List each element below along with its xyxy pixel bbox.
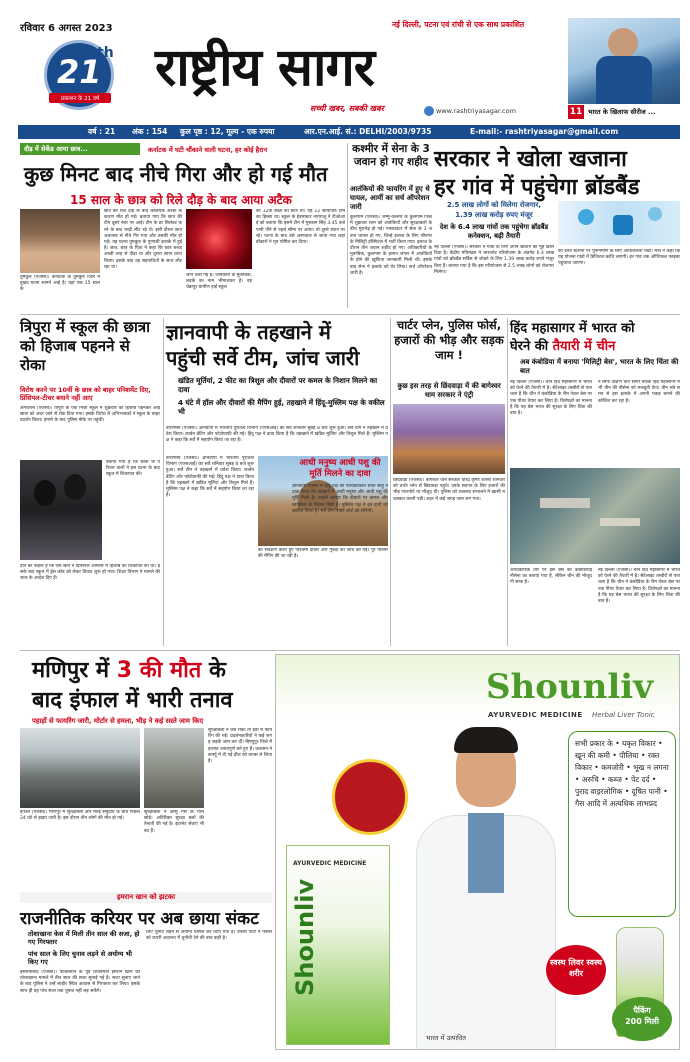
- issue-number: अंक : 154: [132, 127, 168, 136]
- body-left: नई दिल्ली (एजेंसी)। चीन हिंद महासागर में भारत को घेरने की तैयारी में है। सैटेलाइट तस्वीरों से पता चला है कि चीन ने कंबोडिया के रीम नेवल बेस पर एक पीयर तैयार कर लिया है। विशेषज्ञों का मानना है कि यह बेस भारत की सुरक्षा के लिए चिंता की बात है।: [510, 380, 592, 417]
- headline: चार्टर प्लेन, पुलिस फोर्स, हजारों की भीड़ और सड़क जाम !: [394, 318, 504, 362]
- headline: राजनीतिक करियर पर अब छाया संकट: [20, 909, 259, 929]
- kicker-right: कर्नाटक में घटी चौंकाने वाली घटना, हर कोई हैरान: [148, 146, 268, 154]
- subhead-2: 1.39 लाख करोड़ रुपए मंजूर: [455, 211, 533, 219]
- headline-highlight: तैयारी में चीन: [552, 339, 616, 354]
- broadband-illustration: [558, 201, 680, 245]
- heart-graphic: [186, 209, 252, 269]
- anniversary-tag: प्रकाशन के 21 वर्ष: [49, 93, 111, 103]
- subhead: 15 साल के छात्र को रिले दौड़ के बाद आया अटैक: [70, 193, 292, 207]
- date-label: रविवार 6 अगस्त 2023: [20, 23, 113, 34]
- pack-label: पैकिंग: [633, 1006, 651, 1015]
- bullet-2: पांच साल के लिए चुनाव लड़ने से अयोग्य भी किए गए: [28, 950, 132, 966]
- hijab-photo: [20, 460, 102, 560]
- masthead: [0, 0, 690, 124]
- headline-line-2: हर गांव में पहुंचेगा ब्रॉडबैंड: [434, 175, 640, 200]
- body-right: लिए चुनाव लड़ने से अयोग्य घोषित कर दिया गया है। उनकी पार्टी ने फैसले को ऊपरी अदालत में चुनौती देने की बात कही है।: [146, 930, 272, 942]
- email-address[interactable]: E-mail:- rashtriyasagar@gmail.com: [470, 127, 619, 136]
- kicker: इमरान खान को झटका: [20, 892, 272, 903]
- anniversary-suffix: th: [97, 45, 114, 61]
- headline-line-2: पहुंची सर्वे टीम, जांच जारी: [166, 346, 360, 370]
- body-narrow: वाराणसी (एजेंसी)। ज्ञानवापी में भारतीय पुरातत्व विभाग (एएसआई) का सर्वे शनिवार सुबह 8 बजे शुरू हुआ। सर्वे टीम ने तहखाने में प्रवेश किया। कार्बन डेटिंग और फोटोग्राफी की गई। हिंदू पक्ष ने दावा किया है कि तहखाने में खंडित मूर्तियां और त्रिशूल मिले हैं। मुस्लिम पक्ष ने कहा कि सर्वे में सहयोग किया जा रहा है।: [166, 456, 254, 499]
- heart-caption: जान चली गई है। जानकारी के मुताबिक, लड़के का नाम भीमाशंकर है। वह चेन्नापुर ग्रामीण हाई स्कूल: [186, 273, 252, 291]
- photo-caption: आधिकारिक तौर पर इस बेस को कंबोडियाई नौसेना का बताया गया है, लेकिन चीन की मौजूदगी साफ है।: [510, 568, 592, 586]
- tagline: सच्ची खबर, सबकी खबर: [310, 104, 384, 113]
- subhead-1: 2.5 लाख लोगों को मिलेगा रोजगार,: [446, 201, 542, 209]
- ad-liver-circle: [332, 759, 408, 835]
- headline-part-2: के: [201, 658, 226, 683]
- ad-pack-badge: [612, 997, 672, 1041]
- ad-product-box: [286, 845, 390, 1045]
- headline: त्रिपुरा में स्कूल की छात्रा को हिजाब पहनने से रोका: [20, 318, 151, 374]
- bullet: अब कंबोडिया में बनाया 'मिलिट्री बेस', भारत के लिए चिंता की बात: [520, 358, 679, 375]
- subhead: पहाड़ों से फायरिंग जारी, मोर्टार से हमला, भीड़ ने कई सस्ते जाम किए: [32, 717, 204, 725]
- globe-icon: [424, 106, 434, 116]
- body-col-2: छात्र की रिले दौड़ के बाद कार्डियक अरेस्ट के कारण मौत हो गई। बताया गया कि छात्र की टीम दूसरे नंबर पर आई। टीम के डर सिलेक्ट करने के बाद चन्द्री लीट रहे थे। इसी दौरान छात्र अचानक से नीचे गिर गया और उसकी मौत हो गई। यह घटना तुमकुरु के पुण्यश्री इलाके में हुई है। छात्र, छात्र के पिता ने कहा कि छात्र बच्चा अच्छी तरह से दौड़ा था और दूसरा स्थान प्राप्त किया। इसके बाद वह सहपाठियों के साथ लौट रहा था।: [104, 209, 182, 270]
- protest-photo: [20, 728, 140, 808]
- ad-speech-bubble: [568, 731, 676, 917]
- pages-price: कुल पृष्ठ : 12, मूल्य - एक रुपया: [180, 127, 275, 136]
- volume-year: वर्ष : 21: [88, 127, 116, 136]
- photo-caption: का सर्वेक्षण करते हुए पश्चिमी दीवार और गुंबदों की जांच की गई। पूरे परिसर की मैपिंग की जा रही है।: [258, 548, 388, 560]
- ad-brand: Shounliv: [486, 667, 653, 707]
- headline: कश्मीर में सेना के 3 जवान हो गए शहीद: [352, 143, 430, 168]
- body-continued: दान का कहना है कि एक छात्र ने प्रिंसिपल ऑफिस में हिजाब की शिकायत की थी। इसके बाद स्कूल में ड्रेस कोड को लेकर विवाद शुरू हो गया। शिक्षा विभाग ने मामले की जांच के आदेश दिए हैं।: [20, 564, 160, 582]
- body-continued: नई दिल्ली (एजेंसी)। चीन हिंद महासागर में भारत को घेरने की तैयारी में है। सैटेलाइट तस्वीरों से पता चला है कि चीन ने कंबोडिया के रीम नेवल बेस पर एक पीयर तैयार कर लिया है। विशेषज्ञों का मानना है कि यह बेस भारत की सुरक्षा के लिए चिंता की बात है।: [598, 568, 680, 605]
- registration-number: आर.एन.आई. सं.: DELHI/2003/9735: [304, 127, 432, 136]
- student-photo: [20, 209, 100, 273]
- body: छिंदवाड़ा (एजेंसी)। बागेश्वर धाम सरकार धीरेंद्र कृष्ण शास्त्री शनिवार को चार्टर प्लेन से छिंदवाड़ा पहुंचे। उनके स्वागत के लिए हजारों की भीड़ एयरपोर्ट पर मौजूद थी। पुलिस को व्यवस्था संभालने में खासी मशक्कत करनी पड़ी। शहर में कई जगह जाम लग गया।: [393, 478, 505, 502]
- body-right: न सिर्फ दक्षिण चीन सागर बल्कि हिंद महासागर में भी चीन की नौसेना को मजबूती देगा। चीन लंबे समय से इस इलाके में अपनी पकड़ बनाने की कोशिश कर रहा है।: [598, 380, 680, 404]
- body-right: सुरक्षाबलों ने जब रोका तो हवा में फायरिंग की गई। प्रदर्शनकारियों ने कई जगह सड़कें जाम कर दीं। बिष्णुपुर जिले में हालात तनावपूर्ण बने हुए हैं। प्रशासन ने कर्फ्यू में दी गई ढील को वापस ले लिया है।: [208, 728, 272, 765]
- body: अगरतला (एजेंसी)। त्रिपुरा के एक निजी स्कूल में शुक्रवार को हिजाब पहनकर आई छात्रा को अंदर जाने से रोक दिया गया। इसके विरोध में अभिभावकों ने स्कूल के बाहर प्रदर्शन किया। हंगामे के बाद पुलिस मौके पर पहुंची।: [20, 406, 160, 424]
- inset-headline: आधी मनुष्य आधी पशु की मूर्ति मिलने का दावा: [299, 458, 381, 479]
- headline-line-1: हिंद महासागर में भारत को: [510, 321, 635, 336]
- anniversary-number: 21: [57, 53, 102, 91]
- photo-caption: इंफाल (एजेंसी)। मणिपुर में सुरक्षाबलों और मैतेई समुदाय के बीच पिछले 24 घंटे से झड़प जारी है। इस दौरान तीन लोगों की मौत हो गई।: [20, 810, 140, 822]
- story-relay-death: [20, 143, 345, 313]
- body: कुलगाम (एजेंसी)। जम्मू-कश्मीर के कुलगाम जिले में शुक्रवार शाम को आतंकियों और सुरक्षाबलों के बीच मुठभेड़ हो गई। एनकाउंटर में सेना के 3 जवान घायल हो गए, जिन्हें इलाज के लिए श्रीनगर के मिलिट्री हॉस्पिटल में भर्ती किया गया। इलाज के दौरान तीन जवान शहीद हो गए। अधिकारियों के मुताबिक, कुलगाम के हलान जंगल में आतंकियों के होने की खुफिया जानकारी मिली थी। इसके बाद सेना ने इलाके को घेर लिया। सर्च ऑपरेशन जारी है।: [350, 215, 432, 276]
- story-manipur: [20, 654, 272, 890]
- cricket-photo: [568, 18, 680, 104]
- body-right: को रेलवे स्टेशनों पर पुनर्निर्माण के लिए आधारशिला रखी। मंत्री ने कहा कि यह योजना गांवों में डिजिटल क्रांति लाएगी। हर गांव तक ऑप्टिकल फाइबर पहुंचाया जाएगा।: [558, 249, 680, 267]
- body-left: इस्लामाबाद (एजेंसी)। पाकिस्तान के पूर्व प्रधानमंत्री इमरान खान को तोशाखाना मामले में तीन साल की सजा सुनाई गई है। सजा सुनाए जाने के बाद पुलिस ने उन्हें लाहौर स्थित आवास से गिरफ्तार कर लिया। इसके साथ ही वह पांच साल तक चुनाव नहीं लड़ सकेंगे।: [20, 970, 140, 994]
- photo-caption: तुमकुरु (एजेंसी)। कर्नाटक के तुमकुरु जिले में दुखद घटना सामने आई है। यहां एक 15 साल के: [20, 275, 100, 293]
- kicker-left: दौड़ में सेकेंड आया छात्र...: [20, 143, 140, 155]
- heart-slogan: स्वस्थ लिवर स्वस्थ शरीर: [549, 958, 603, 978]
- headline-part-1: मणिपुर में: [32, 658, 117, 683]
- box-label: AYURVEDIC MEDICINE: [293, 860, 367, 867]
- website-link[interactable]: www.rashtriyasagar.com: [436, 107, 516, 115]
- story-imran-khan: [20, 892, 272, 1052]
- headline-highlight: 3 की मौत: [116, 658, 202, 683]
- editions-line: नई दिल्ली, पटना एवं रांची से एक साथ प्रकाशित: [392, 20, 525, 29]
- subhead: आतंकियों की फायरिंग में हुए थे घायल, आर्मी का सर्च ऑपरेशन जारी: [350, 185, 430, 211]
- headline-part: घेरने की: [510, 339, 553, 354]
- story-tripura-hijab: [20, 318, 160, 648]
- subhead: कुछ इस तरह से छिंदवाड़ा में की बागेश्वर धाम सरकार ने एंट्री: [397, 382, 501, 399]
- story-kashmir: [350, 143, 432, 311]
- anniversary-badge: [44, 40, 114, 110]
- headline-line-2: [510, 336, 615, 354]
- headline-line-1: सरकार ने खोला खजाना: [434, 147, 627, 172]
- gyanvapi-inset: [292, 458, 388, 648]
- inset-body: ज्ञानवापी परिसर में हिंदू पक्ष की याचिकाकर्ता सीता साहू ने दावा किया कि तहखाने में आधी मनुष्य और आधी पशु की मूर्ति मिली है। उन्होंने बताया कि दीवारों पर कमल और स्वास्तिक के निशान दिखे हैं। मुस्लिम पक्ष ने इन दावों को खारिज किया है। सर्वे टीम रिपोर्ट कोर्ट को सौंपेगी।: [292, 484, 388, 514]
- bullet: विरोध करने पर 10वीं के छात्र को बाहर पनिशमेंट दिए, प्रिंसिपल-टीचर बयाने नहीं आए: [20, 386, 151, 402]
- body-col-3: का 12वीं कक्षा का छात्र था। यह 12 सत्यापीठ टीम का हिस्सा था। स्कूल के हेडमास्टर नागराजू ने टीओआई को बताया कि इसमें टीम में मुस्कान सिंह 3.45 बजे पानी पीने से पहले सीमा पर आया। वो दूसरे स्थान पर रहे। घटना के बाद उसे अस्पताल ले जाया गया जहां डॉक्टरों ने मृत घोषित कर दिया।: [256, 209, 345, 246]
- ad-line-2: Herbal Liver Tonic: [592, 711, 655, 719]
- photo-caption: बताया गया है कि छात्रा के परिवार वालों ने इस घटना के बाद स्कूल में शिकायत की।: [106, 460, 160, 478]
- story-china-ocean: [510, 318, 680, 648]
- street-photo: [144, 728, 204, 808]
- promo-text[interactable]: भारत के खिलाफ सीरीज ...: [588, 108, 656, 116]
- bullet-2: 4 घंटे में हॉल और दीवारों की मैपिंग हुई, तहखाने में हिंदू-मुस्लिम पक्ष के वकील भी: [178, 398, 385, 416]
- bullet-1: खंडित मूर्तियां, 2 फीट का त्रिशूल और दीवारों पर कमल के निशान मिलने का दावा: [178, 376, 378, 394]
- bullet-1: तोशाखाना केस में मिली तीन साल की सजा, हो गए गिरफ्तार: [28, 930, 140, 946]
- headline: कुछ मिनट बाद नीचे गिरा और हो गई मौत: [24, 162, 328, 186]
- ad-footer: भारत में उत्पादित: [426, 1034, 466, 1042]
- story-broadband: [434, 143, 680, 311]
- body-mid: सुरक्षाबलों ने आंसू गैस के गोले छोड़े। अतिरिक्त सुरक्षा बलों की तैनाती की गई है। इंटरनेट सेवाएं भी बंद हैं।: [144, 810, 204, 834]
- pack-size: 200 मिली: [625, 1017, 659, 1026]
- story-bageshwar: [393, 318, 505, 648]
- info-bar: [18, 125, 680, 139]
- newspaper-title: राष्ट्रीय सागर: [155, 38, 374, 98]
- headline-line-1: [32, 654, 226, 684]
- ad-line-1: AYURVEDIC MEDICINE: [488, 711, 583, 719]
- subhead-3: देश के 6.4 लाख गांवों तक पहुंचेगा ब्रॉडबैंड कनेक्शन, बढ़ी तैयारी: [439, 223, 549, 240]
- promo-number: 11: [569, 107, 583, 117]
- box-brand: Shounliv: [291, 878, 319, 996]
- headline-line-2: बाद इंफाल में भारी तनाव: [32, 688, 233, 713]
- crowd-photo: [393, 404, 505, 474]
- ad-benefits-text: सभी प्रकार के • यकृत विकार • खून की कमी • पीलिया • रक्त विकार • कमजोरी • भूख न लगना • अरुचि • कब्ज • पेट दर्द • पुराद वाइरलोगिक • दूषित पानी • गैस आदि में अत्यधिक लाभप्रद: [575, 739, 669, 808]
- ad-heart-badge: [546, 945, 606, 995]
- ad-doctor-figure: [406, 725, 566, 1050]
- headline-line-1: ज्ञानवापी के तहखाने में: [166, 320, 331, 344]
- shounliv-advertisement[interactable]: [275, 654, 680, 1050]
- satellite-photo: [510, 468, 680, 564]
- body: वाराणसी (एजेंसी)। ज्ञानवापी में भारतीय पुरातत्व विभाग (एएसआई) का सर्वे शनिवार सुबह 8 बजे शुरू हुआ। सर्वे टीम ने तहखाने में प्रवेश किया। कार्बन डेटिंग और फोटोग्राफी की गई। हिंदू पक्ष ने दावा किया है कि तहखाने में खंडित मूर्तियां और त्रिशूल मिले हैं। मुस्लिम पक्ष ने कहा कि सर्वे में सहयोग किया जा रहा है।: [166, 426, 388, 444]
- body-left: नई दिल्ली (एजेंसी)। सरकार ने गांवों के लिए अपने खजाने का मुंह खोल दिया है। केंद्रीय मंत्रिमंडल ने भारतनेट परियोजना के अंतर्गत 6.4 लाख गांवों को ब्रॉडबैंड सर्विस से जोड़ने के लिए 1.39 लाख करोड़ रुपये मंजूर किए हैं। बताया गया है कि इस परियोजना से 2.5 लाख लोगों को रोजगार मिलेगा।: [434, 245, 554, 275]
